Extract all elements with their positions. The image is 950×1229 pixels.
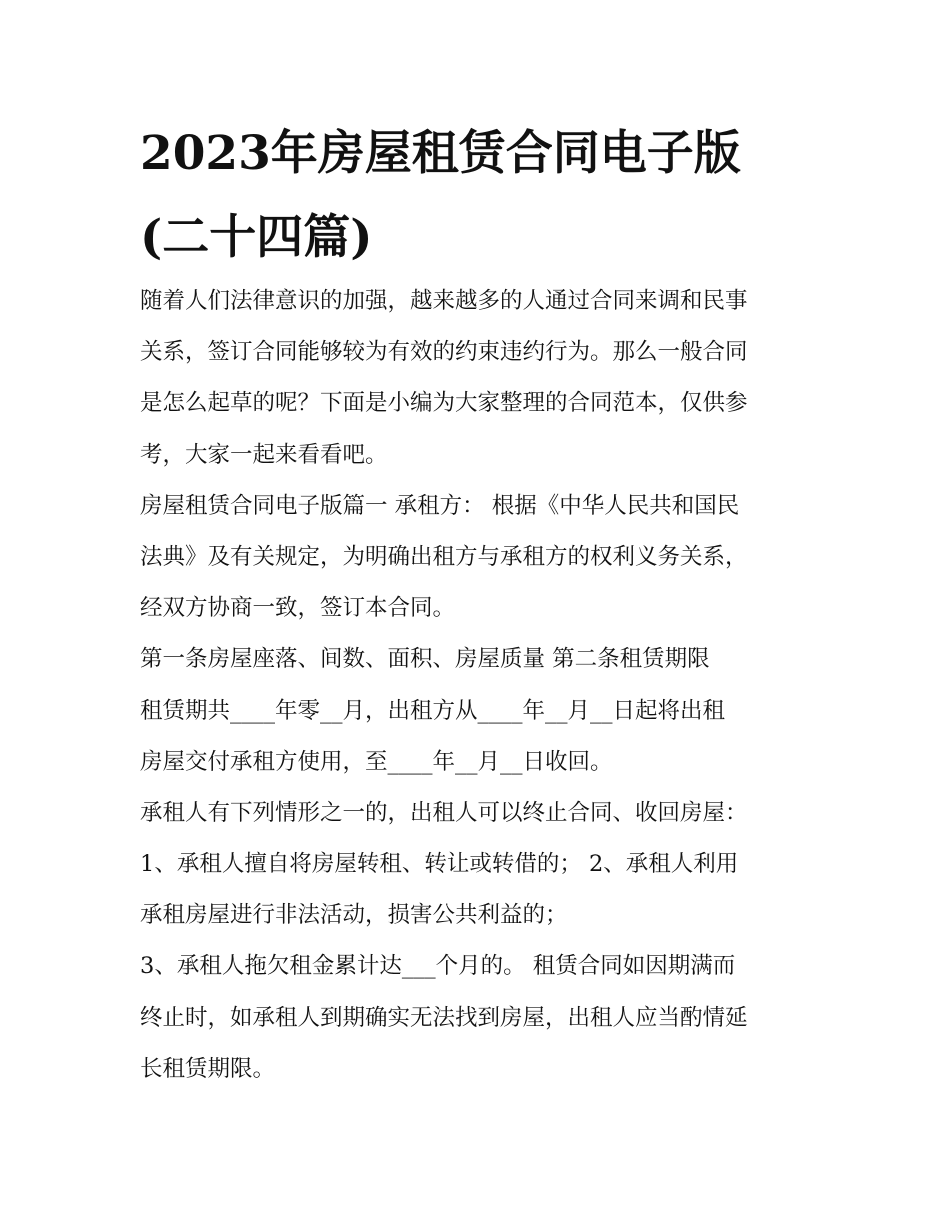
title-line-1: 2023年房屋租赁合同电子版 bbox=[140, 126, 741, 181]
body-line: 考，大家一起来看看吧。 bbox=[140, 441, 388, 468]
body-line: 房屋交付承租方使用，至____年__月__日收回。 bbox=[140, 748, 613, 775]
body-line: 租赁期共____年零__月，出租方从____年__月__日起将出租 bbox=[140, 697, 726, 724]
body-line: 3、承租人拖欠租金累计达___个月的。 租赁合同如因期满而 bbox=[140, 953, 736, 980]
body-line: 长租赁期限。 bbox=[140, 1055, 276, 1082]
body-line: 房屋租赁合同电子版篇一 承租方： 根据《中华人民共和国民 bbox=[140, 492, 740, 519]
body-line: 承租人有下列情形之一的，出租人可以终止合同、收回房屋： bbox=[140, 799, 748, 826]
body-line: 随着人们法律意识的加强，越来越多的人通过合同来调和民事 bbox=[140, 288, 748, 314]
body-line: 法典》及有关规定，为明确出租方与承租方的权利义务关系， bbox=[140, 543, 748, 570]
body-line: 关系，签订合同能够较为有效的约束违约行为。那么一般合同 bbox=[140, 339, 748, 366]
title-line-2: (二十四篇) bbox=[140, 210, 373, 265]
document-body bbox=[140, 276, 830, 1095]
body-line: 第一条房屋座落、间数、面积、房屋质量 第二条租赁期限 bbox=[140, 646, 710, 673]
body-line: 1、承租人擅自将房屋转租、转让或转借的； 2、承租人利用 bbox=[140, 851, 739, 878]
body-line: 经双方协商一致，签订本合同。 bbox=[140, 595, 456, 622]
body-line: 是怎么起草的呢？下面是小编为大家整理的合同范本，仅供参 bbox=[140, 390, 748, 417]
document-title bbox=[140, 112, 840, 280]
body-line: 终止时，如承租人到期确实无法找到房屋，出租人应当酌情延 bbox=[140, 1004, 748, 1031]
body-line: 承租房屋进行非法活动，损害公共利益的； bbox=[140, 902, 568, 929]
